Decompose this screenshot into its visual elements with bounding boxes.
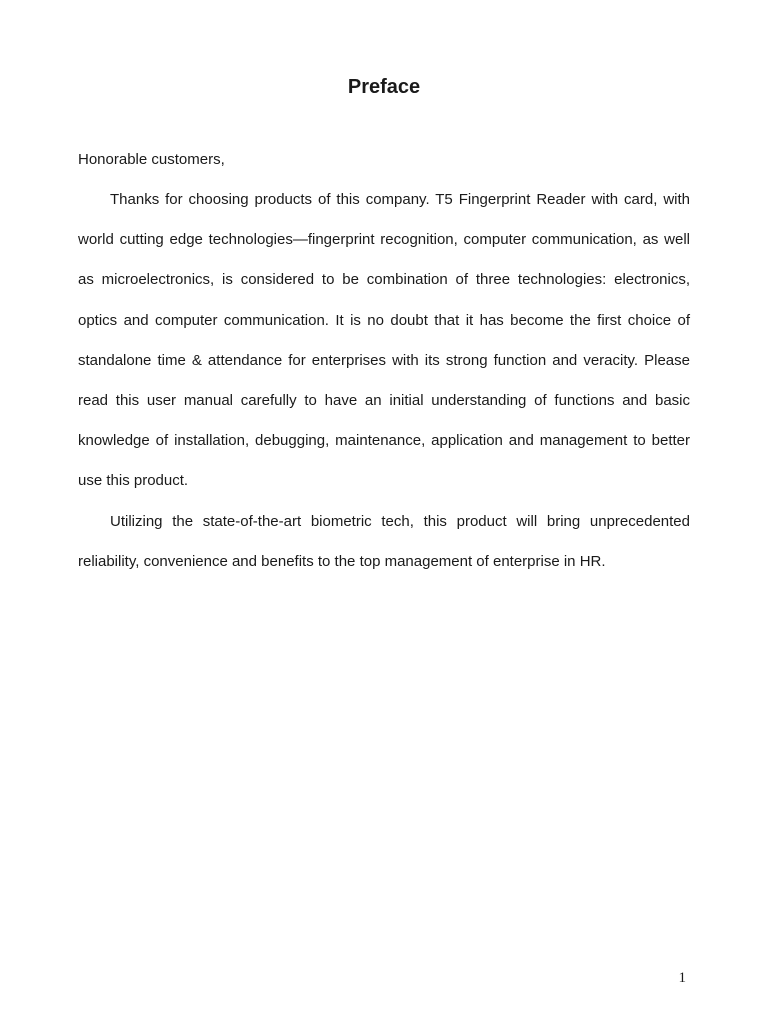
greeting-text: Honorable customers, <box>78 151 225 168</box>
page-title: Preface <box>347 76 421 98</box>
page-number: 1 <box>678 970 686 986</box>
paragraph-benefits: Utilizing the state-of-the-art biometric tech, this product will bring unprecedented reliability, convenience and benefits to the top management of enterprise in HR. <box>78 513 690 571</box>
paragraph-intro: Thanks for choosing products of this company. T5 Fingerprint Reader with card, with world cutting edge technologies—fingerprint recognition, computer communication, as well as microelectronics, is considered to be combination of three technologies: electronics, optics and computer communication. It is no doubt that it has become the first choice of standalone time & attendance for enterprises with its strong function and veracity. Please read this user manual carefully to have an initial understanding of functions and basic knowledge of installation, debugging, maintenance, application and management to better use this product. <box>78 191 690 490</box>
